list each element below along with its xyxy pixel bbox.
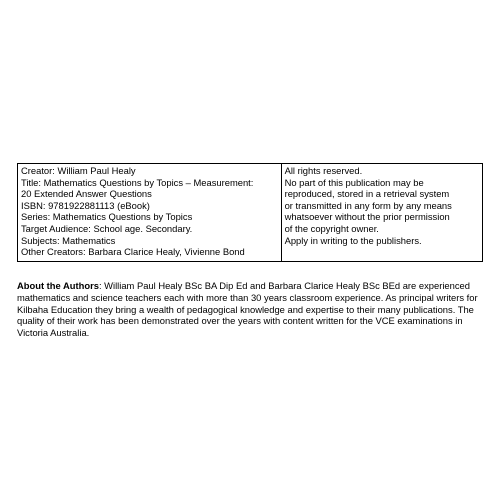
title-continuation-line: 20 Extended Answer Questions xyxy=(21,188,152,200)
rights-line: All rights reserved. xyxy=(284,165,363,176)
about-authors-text: : William Paul Healy BSc BA Dip Ed and Barbara Clarice Healy BSc BEd are experienced mathematics and science teachers each with more than 30 years classroom experience. As principal writers for Kilbaha Education they bring a wealth of pedagogical knowledge and expertise to their many publications. The quality of their work has been demonstrated over the years with content written for the VCE examinations in Victoria Australia. xyxy=(17,280,478,338)
rights-line: Apply in writing to the publishers. xyxy=(284,234,422,246)
subjects-line: Subjects: Mathematics xyxy=(21,234,116,246)
about-authors-label: About the Authors xyxy=(17,280,99,292)
rights-notice-cell xyxy=(281,164,482,262)
rights-line: No part of this publication may be xyxy=(284,176,424,188)
target-audience-line: Target Audience: School age. Secondary. xyxy=(21,222,193,234)
rights-line: reproduced, stored in a retrieval system xyxy=(284,188,450,200)
about-authors-paragraph xyxy=(17,280,487,338)
title-line: Title: Mathematics Questions by Topics – Measurement: xyxy=(21,176,254,188)
creator-line: Creator: William Paul Healy xyxy=(21,165,136,176)
series-line: Series: Mathematics Questions by Topics xyxy=(21,211,193,223)
copyright-table xyxy=(17,163,483,262)
other-creators-line: Other Creators: Barbara Clarice Healy, Vivienne Bond xyxy=(21,246,245,258)
rights-line: whatsoever without the prior permission xyxy=(284,211,450,223)
copyright-table-row xyxy=(18,164,483,262)
rights-line: or transmitted in any form by any means xyxy=(284,199,452,211)
book-metadata-cell xyxy=(18,164,282,262)
rights-line: of the copyright owner. xyxy=(284,222,379,234)
isbn-line: ISBN: 9781922881113 (eBook) xyxy=(21,199,150,211)
